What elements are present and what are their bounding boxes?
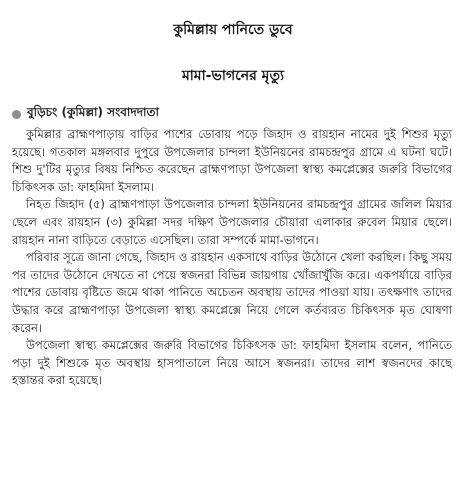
article-body (12, 126, 452, 390)
byline (12, 104, 159, 124)
bullet-icon (12, 110, 21, 119)
headline-line-1: কুমিল্লায় পানিতে ডুবে (173, 22, 293, 38)
paragraph-4: উপজেলা স্বাস্থ্য কমপ্লেক্সের জরুরি বিভাগের চিকিৎসক ডা: ফাহমিদা ইসলাম বলেন, পানিতে পড়া দুই শিশুকে মৃত অবস্থায় হাসপাতালে নিয়ে আসে স্বজনরা। তাদের লাশ স্বজনদের কাছে হস্তান্তর করা হয়েছে। (12, 338, 452, 388)
paragraph-3: পরিবার সূত্রে জানা গেছে, জিহাদ ও রায়হান একসাথে বাড়ির উঠোনে খেলা করছিল। কিছু সময় পর তাদের উঠোনে দেখতে না পেয়ে স্বজনরা বিভিন্ন জায়গায় খোঁজাখুঁজি করে। একপর্যায়ে বাড়ির পাশের ডোবায় বৃষ্টিতে জমে থাকা পানিতে অচেতন অবস্থায় তাদের পাওয়া যায়। তৎক্ষণাৎ তাদের উদ্ধার করে ব্রাহ্মণপাড়া উপজেলা স্বাস্থ্য কমপ্লেক্সে নিয়ে গেলে কর্তব্যরত চিকিৎসক মৃত ঘোষণা করেন। (12, 250, 452, 335)
paragraph-1: কুমিল্লার ব্রাহ্মণপাড়ায় বাড়ির পাশের ডোবায় পড়ে জিহাদ ও রায়হান নামের দুই শিশুর মৃত্যু হয়েছে। গতকাল মঙ্গলবার দুপুরে উপজেলার চান্দলা ইউনিয়নের রামচন্দ্রপুর গ্রামে এ ঘটনা ঘটে। শিশু দু'টির মৃত্যুর বিষয় নিশ্চিত করেছেন ব্রাহ্মণপাড়া উপজেলা স্বাস্থ্য কমপ্লেক্সের জরুরি বিভাগের চিকিৎসক ডা: ফাহমিদা ইসলাম। (12, 127, 452, 194)
paragraph-2: নিহত জিহাদ (৫) ব্রাহ্মণপাড়া উপজেলার চান্দলা ইউনিয়নের রামচন্দ্রপুর গ্রামের জলিল মিয়ার ছেলে এবং রায়হান (৩) কুমিল্লা সদর দক্ষিণ উপজেলার চৌয়ারা এলাকার রুবেল মিয়ার ছেলে। রায়হান নানা বাড়িতে বেড়াতে এসেছিল। তারা সম্পর্কে মামা-ভাগনে। (12, 197, 452, 247)
byline-text: বুড়িচং (কুমিল্লা) সংবাদদাতা (27, 105, 159, 119)
headline-line-2: মামা-ভাগনের মৃত্যু (181, 68, 285, 84)
